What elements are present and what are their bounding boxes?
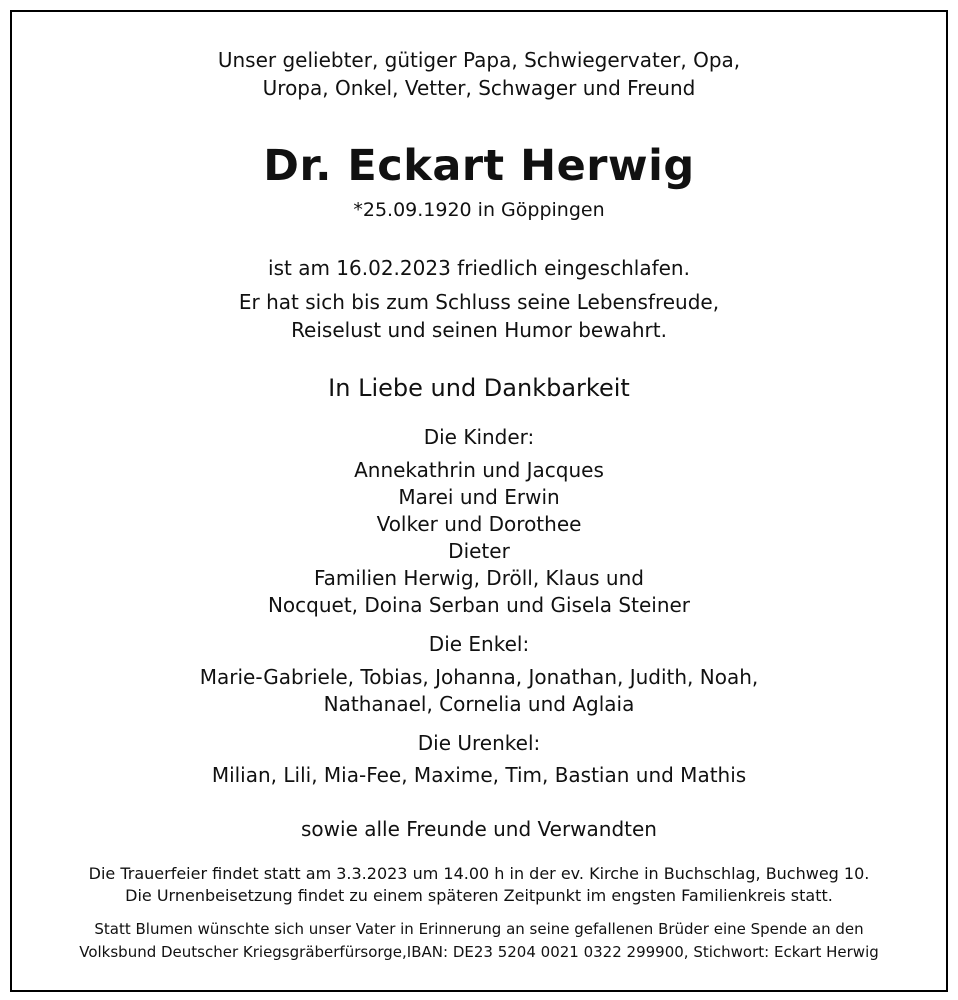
children-line: Annekathrin und Jacques: [354, 458, 604, 482]
deceased-name: Dr. Eckart Herwig: [263, 141, 695, 191]
donation-line-2: Volksbund Deutscher Kriegsgräberfürsorge,IBAN: DE23 5204 0021 0322 299900, Stichwort: Eckart Herwig: [79, 943, 879, 961]
donation-line-1: Statt Blumen wünschte sich unser Vater in Erinnerung an seine gefallenen Brüder eine Spende an den: [94, 920, 864, 938]
grandchildren-line: Marie-Gabriele, Tobias, Johanna, Jonathan, Judith, Noah,: [199, 665, 759, 689]
children-line: Familien Herwig, Dröll, Klaus und: [314, 566, 644, 590]
closing-phrase: In Liebe und Dankbarkeit: [328, 374, 630, 402]
death-info: ist am 16.02.2023 friedlich eingeschlafen.: [268, 256, 690, 280]
service-line-2: Die Urnenbeisetzung findet zu einem späteren Zeitpunkt im engsten Familienkreis statt.: [125, 886, 833, 905]
children-line: Nocquet, Doina Serban und Gisela Steiner: [267, 593, 691, 617]
grandchildren-line: Nathanael, Cornelia und Aglaia: [323, 692, 635, 716]
grandchildren-heading: Die Enkel:: [428, 632, 530, 656]
children-heading: Die Kinder:: [423, 425, 535, 449]
children-line: Marei und Erwin: [398, 485, 560, 509]
great-grandchildren-heading: Die Urenkel:: [417, 731, 541, 755]
intro-line-1: Unser geliebter, gütiger Papa, Schwiegervater, Opa,: [217, 48, 741, 72]
great-grandchildren-line: Milian, Lili, Mia-Fee, Maxime, Tim, Bastian und Mathis: [211, 763, 747, 787]
birth-info: *25.09.1920 in Göppingen: [353, 199, 605, 221]
others-line: sowie alle Freunde und Verwandten: [301, 817, 657, 841]
tribute-line-1: Er hat sich bis zum Schluss seine Lebensfreude,: [238, 290, 720, 314]
children-line: Volker und Dorothee: [376, 512, 582, 536]
tribute-line-2: Reiselust und seinen Humor bewahrt.: [291, 318, 667, 342]
service-line-1: Die Trauerfeier findet statt am 3.3.2023 um 14.00 h in der ev. Kirche in Buchschlag, Buchweg 10.: [88, 864, 870, 883]
children-line: Dieter: [448, 539, 510, 563]
intro-line-2: Uropa, Onkel, Vetter, Schwager und Freund: [262, 76, 696, 100]
